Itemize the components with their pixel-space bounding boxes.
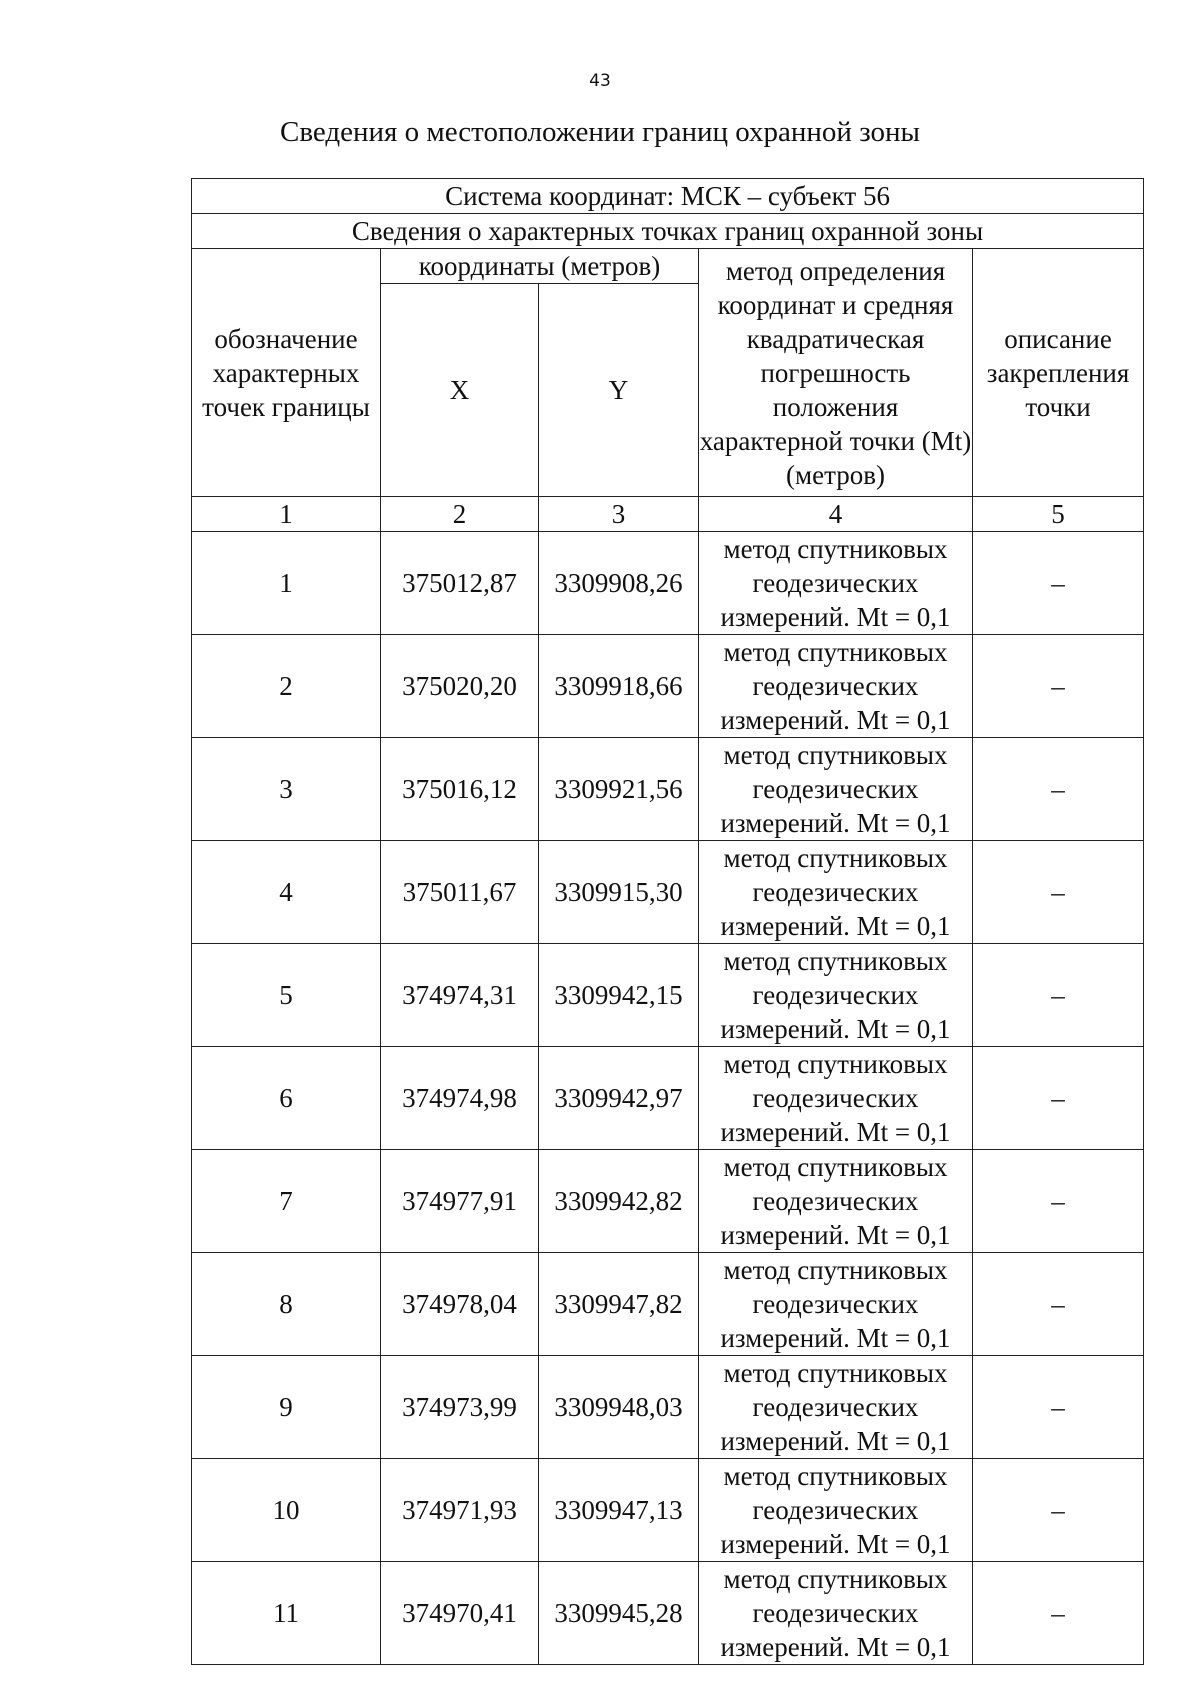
- header-point: обозначение характерных точек границы: [192, 249, 381, 497]
- x-coordinate-cell: 374977,91: [381, 1150, 539, 1253]
- method-line: измерений. Mt = 0,1: [720, 1426, 951, 1456]
- table-row: [192, 1150, 1144, 1253]
- column-number: 2: [381, 497, 539, 532]
- point-cell: 9: [192, 1356, 381, 1459]
- method-line: измерений. Mt = 0,1: [720, 705, 951, 735]
- method-cell: [699, 532, 973, 635]
- table-row: [192, 1356, 1144, 1459]
- table-row: [192, 1459, 1144, 1562]
- method-line: измерений. Mt = 0,1: [720, 1529, 951, 1559]
- header-y: Y: [539, 284, 699, 497]
- method-line: геодезических: [752, 877, 919, 907]
- column-number: 5: [973, 497, 1144, 532]
- x-coordinate-cell: 374973,99: [381, 1356, 539, 1459]
- method-line: метод спутниковых: [723, 1152, 948, 1182]
- method-line: геодезических: [752, 774, 919, 804]
- x-coordinate-cell: 374970,41: [381, 1562, 539, 1665]
- method-line: измерений. Mt = 0,1: [720, 808, 951, 838]
- point-cell: 8: [192, 1253, 381, 1356]
- page-number: 43: [589, 71, 611, 91]
- method-line: геодезических: [752, 568, 919, 598]
- method-line: измерений. Mt = 0,1: [720, 911, 951, 941]
- x-coordinate-cell: 374974,98: [381, 1047, 539, 1150]
- description-cell: –: [973, 1562, 1144, 1665]
- method-line: геодезических: [752, 1289, 919, 1319]
- x-coordinate-cell: 374974,31: [381, 944, 539, 1047]
- method-line: измерений. Mt = 0,1: [720, 1632, 951, 1662]
- method-cell: [699, 1562, 973, 1665]
- method-cell: [699, 944, 973, 1047]
- column-number: 3: [539, 497, 699, 532]
- description-cell: –: [973, 1253, 1144, 1356]
- y-coordinate-cell: 3309921,56: [539, 738, 699, 841]
- table-row: [192, 1253, 1144, 1356]
- method-cell: [699, 635, 973, 738]
- table-row: [192, 944, 1144, 1047]
- method-line: метод спутниковых: [723, 946, 948, 976]
- method-cell: [699, 841, 973, 944]
- table-row: [192, 1047, 1144, 1150]
- header-row: [192, 249, 1144, 284]
- method-cell: [699, 1459, 973, 1562]
- y-coordinate-cell: 3309908,26: [539, 532, 699, 635]
- header-method: метод определения координат и средняя квадратическая погрешность положения характерной точки (Mt) (метров): [699, 249, 973, 497]
- y-coordinate-cell: 3309918,66: [539, 635, 699, 738]
- description-cell: –: [973, 635, 1144, 738]
- x-coordinate-cell: 375012,87: [381, 532, 539, 635]
- method-cell: [699, 1253, 973, 1356]
- method-line: геодезических: [752, 1598, 919, 1628]
- header-coordinates: координаты (метров): [381, 249, 699, 284]
- description-cell: –: [973, 841, 1144, 944]
- point-cell: 10: [192, 1459, 381, 1562]
- method-line: метод спутниковых: [723, 843, 948, 873]
- column-number: 1: [192, 497, 381, 532]
- method-line: геодезических: [752, 1392, 919, 1422]
- x-coordinate-cell: 375020,20: [381, 635, 539, 738]
- description-cell: –: [973, 1459, 1144, 1562]
- y-coordinate-cell: 3309947,13: [539, 1459, 699, 1562]
- method-line: измерений. Mt = 0,1: [720, 602, 951, 632]
- method-line: измерений. Mt = 0,1: [720, 1117, 951, 1147]
- header-description: описание закрепления точки: [973, 249, 1144, 497]
- method-line: геодезических: [752, 1495, 919, 1525]
- method-line: метод спутниковых: [723, 637, 948, 667]
- table-row: [192, 532, 1144, 635]
- method-line: измерений. Mt = 0,1: [720, 1014, 951, 1044]
- description-cell: –: [973, 1150, 1144, 1253]
- method-line: геодезических: [752, 671, 919, 701]
- coordinate-system-cell: Система координат: МСК – субъект 56: [192, 179, 1144, 214]
- method-line: геодезических: [752, 980, 919, 1010]
- method-line: метод спутниковых: [723, 534, 948, 564]
- method-line: измерений. Mt = 0,1: [720, 1220, 951, 1250]
- description-cell: –: [973, 738, 1144, 841]
- header-x: X: [381, 284, 539, 497]
- section-title-row: [192, 214, 1144, 249]
- method-line: метод спутниковых: [723, 1255, 948, 1285]
- point-cell: 11: [192, 1562, 381, 1665]
- method-line: метод спутниковых: [723, 1049, 948, 1079]
- method-line: метод спутниковых: [723, 1358, 948, 1388]
- table-row: [192, 1562, 1144, 1665]
- column-number: 4: [699, 497, 973, 532]
- method-line: геодезических: [752, 1186, 919, 1216]
- method-line: метод спутниковых: [723, 1461, 948, 1491]
- method-cell: [699, 1047, 973, 1150]
- method-cell: [699, 1356, 973, 1459]
- description-cell: –: [973, 1356, 1144, 1459]
- method-line: измерений. Mt = 0,1: [720, 1323, 951, 1353]
- x-coordinate-cell: 375011,67: [381, 841, 539, 944]
- y-coordinate-cell: 3309945,28: [539, 1562, 699, 1665]
- boundary-points-table: [191, 178, 1144, 1665]
- method-cell: [699, 738, 973, 841]
- document-title: Сведения о местоположении границ охранной зоны: [279, 116, 920, 148]
- y-coordinate-cell: 3309948,03: [539, 1356, 699, 1459]
- y-coordinate-cell: 3309947,82: [539, 1253, 699, 1356]
- description-cell: –: [973, 944, 1144, 1047]
- table-row: [192, 635, 1144, 738]
- description-cell: –: [973, 1047, 1144, 1150]
- table-row: [192, 738, 1144, 841]
- method-line: геодезических: [752, 1083, 919, 1113]
- x-coordinate-cell: 375016,12: [381, 738, 539, 841]
- description-cell: –: [973, 532, 1144, 635]
- x-coordinate-cell: 374971,93: [381, 1459, 539, 1562]
- section-title-cell: Сведения о характерных точках границ охранной зоны: [192, 214, 1144, 249]
- method-cell: [699, 1150, 973, 1253]
- y-coordinate-cell: 3309942,97: [539, 1047, 699, 1150]
- column-number-row: [192, 497, 1144, 532]
- point-cell: 3: [192, 738, 381, 841]
- point-cell: 2: [192, 635, 381, 738]
- point-cell: 5: [192, 944, 381, 1047]
- coordinate-system-row: [192, 179, 1144, 214]
- y-coordinate-cell: 3309942,15: [539, 944, 699, 1047]
- method-line: метод спутниковых: [723, 740, 948, 770]
- y-coordinate-cell: 3309915,30: [539, 841, 699, 944]
- y-coordinate-cell: 3309942,82: [539, 1150, 699, 1253]
- table-row: [192, 841, 1144, 944]
- method-line: метод спутниковых: [723, 1564, 948, 1594]
- point-cell: 6: [192, 1047, 381, 1150]
- point-cell: 4: [192, 841, 381, 944]
- point-cell: 1: [192, 532, 381, 635]
- x-coordinate-cell: 374978,04: [381, 1253, 539, 1356]
- point-cell: 7: [192, 1150, 381, 1253]
